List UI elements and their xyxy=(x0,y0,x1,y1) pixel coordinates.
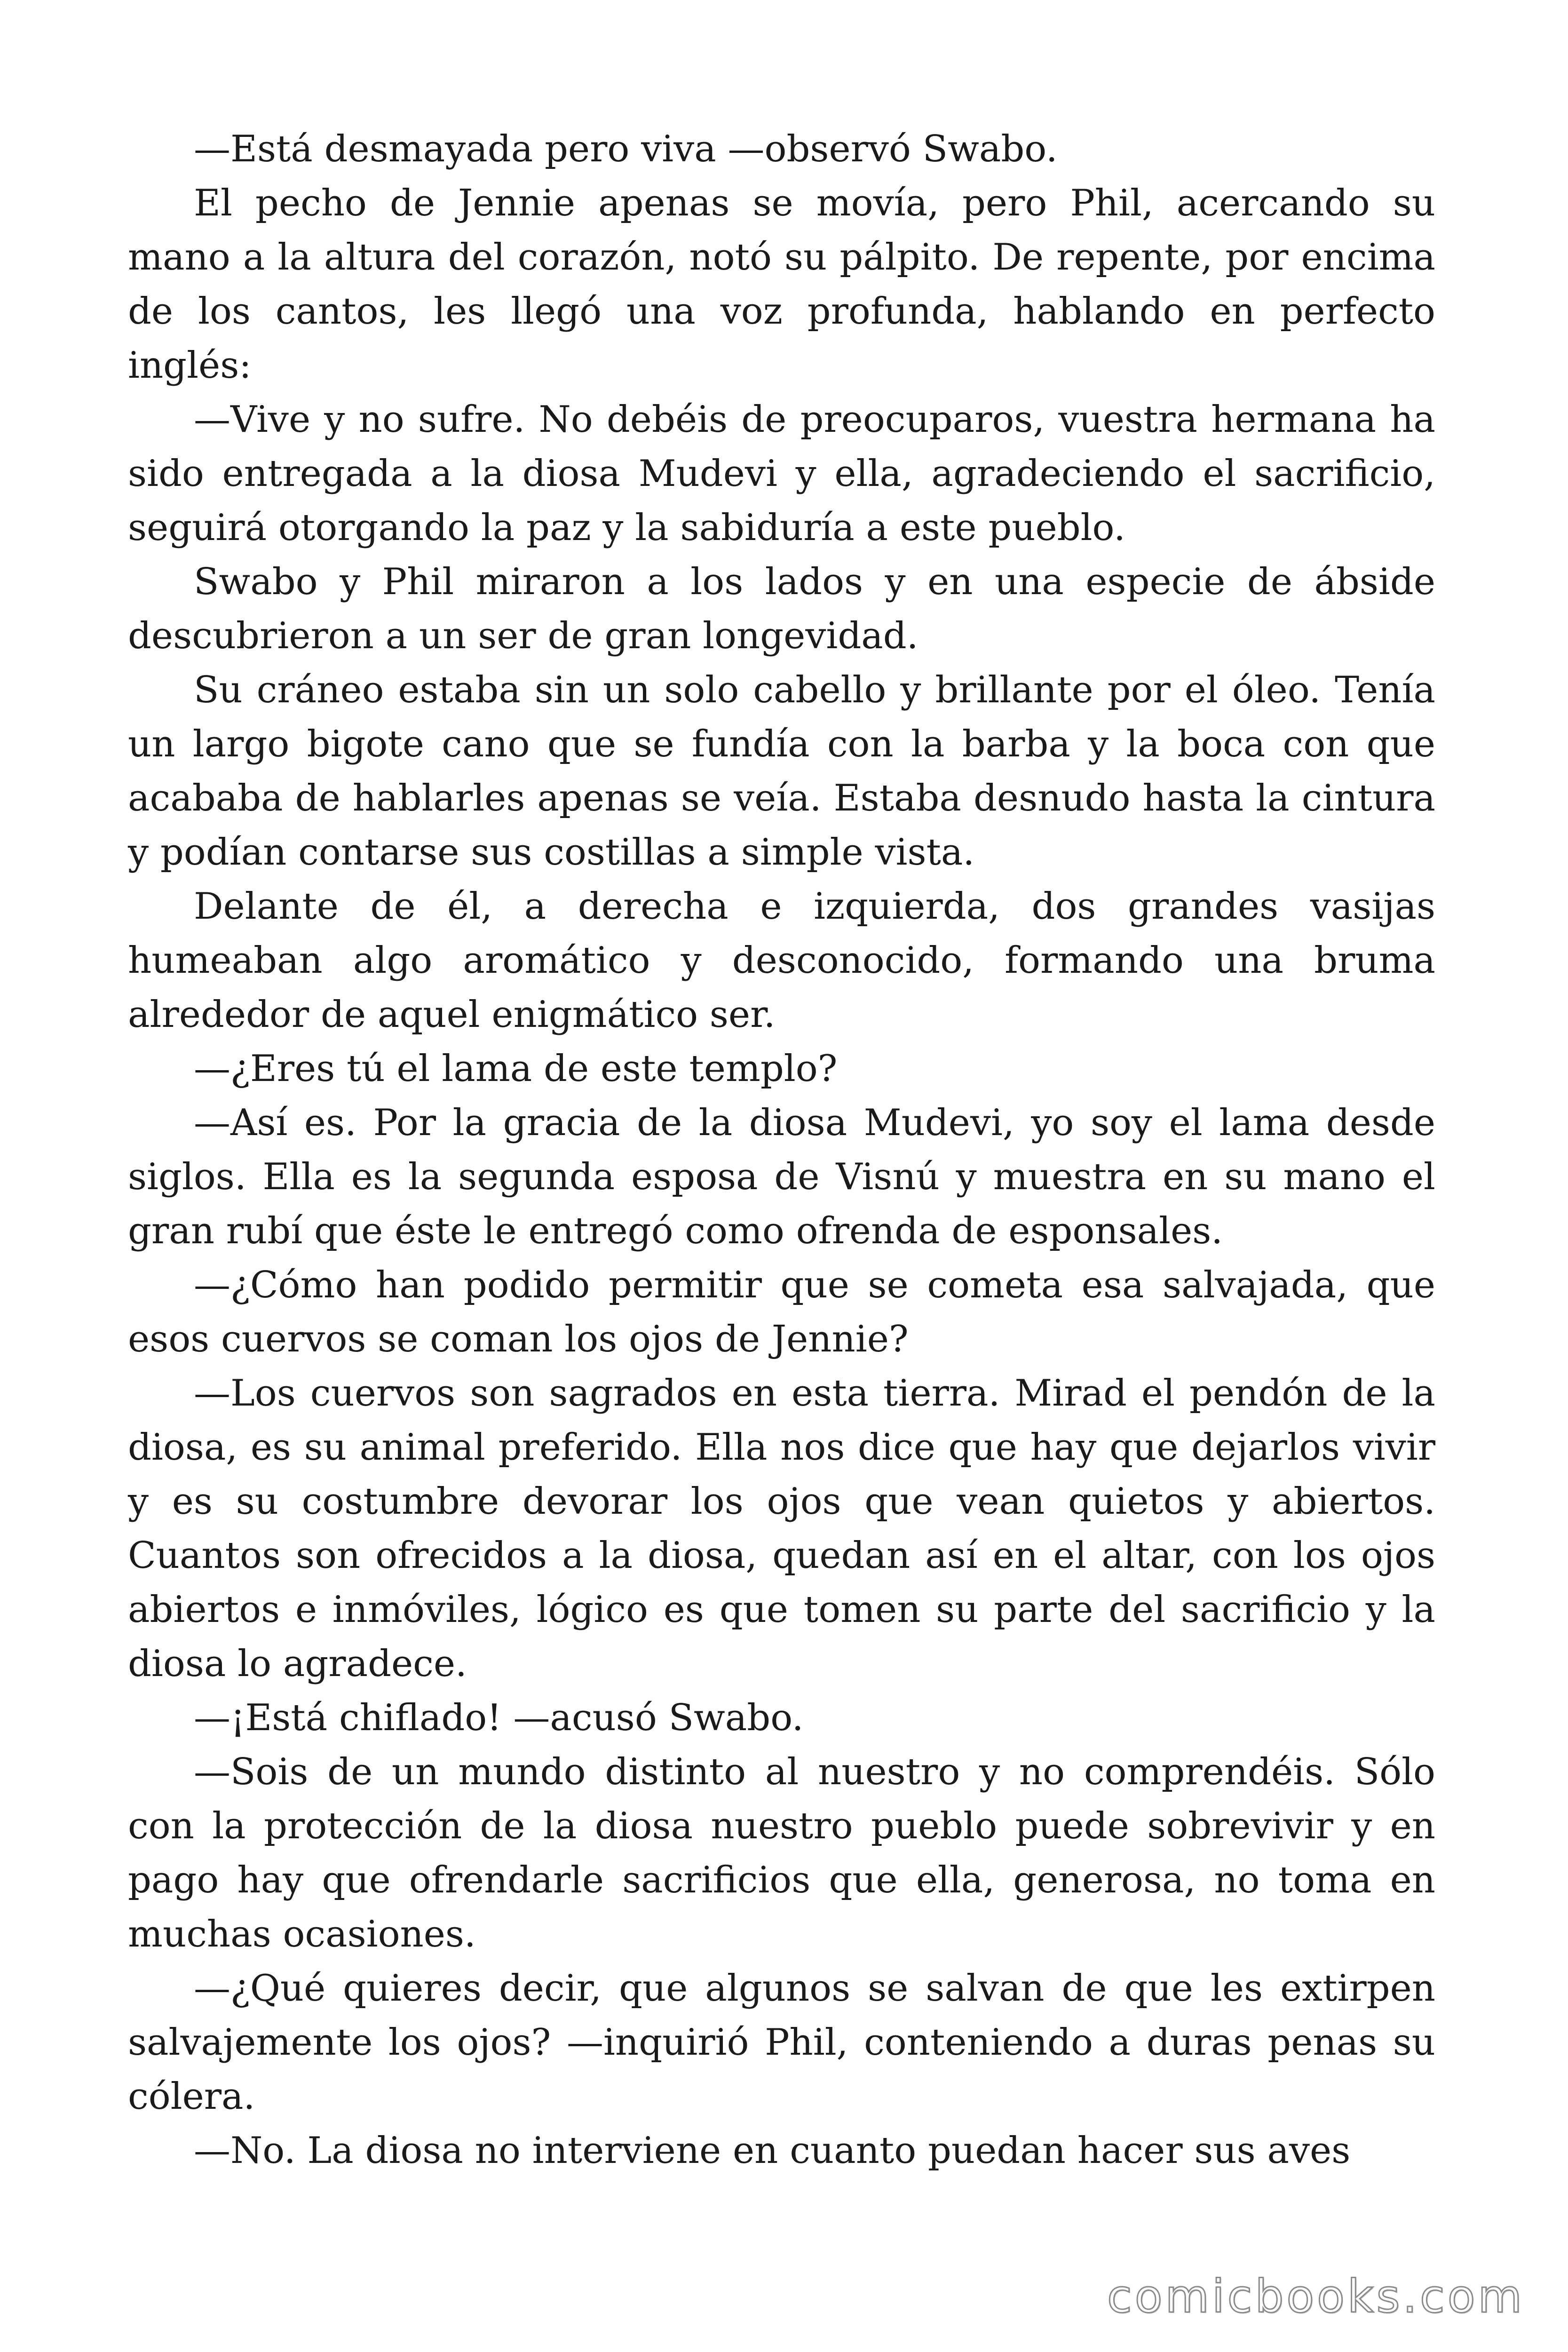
watermark-logo: comicbooks.com xyxy=(1107,2270,1525,2323)
paragraph-3: —Vive y no sufre. No debéis de preocuparos, vuestra hermana ha sido entregada a la diosa Mudevi y ella, agradeciendo el sacrificio, seguirá otorgando la paz y la sabiduría a este pueblo. xyxy=(128,398,1435,549)
paragraph-7: —¿Eres tú el lama de este templo? xyxy=(194,1048,838,1090)
paragraph-8: —Así es. Por la gracia de la diosa Mudevi, yo soy el lama desde siglos. Ella es la segunda esposa de Visnú y muestra en su mano el gran rubí que éste le entregó como ofrenda de esponsales. xyxy=(128,1102,1435,1252)
paragraph-10: —Los cuervos son sagrados en esta tierra. Mirad el pendón de la diosa, es su animal preferido. Ella nos dice que hay que dejarlos vivir y es su costumbre devorar los ojos que vean quietos y abiertos. Cuantos son ofrecidos a la diosa, quedan así en el altar, con los ojos abiertos e inmóviles, lógico es que tomen su parte del sacrificio y la diosa lo agradece. xyxy=(128,1372,1435,1685)
body-text xyxy=(128,122,1435,2178)
paragraph-5: Su cráneo estaba sin un solo cabello y brillante por el óleo. Tenía un largo bigote cano que se fundía con la barba y la boca con que acababa de hablarles apenas se veía. Estaba desnudo hasta la cintura y podían contarse sus costillas a simple vista. xyxy=(128,669,1435,874)
paragraph-13: —¿Qué quieres decir, que algunos se salvan de que les extirpen salvajemente los ojos? —inquirió Phil, conteniendo a duras penas su cólera. xyxy=(128,1967,1435,2118)
paragraph-2: El pecho de Jennie apenas se movía, pero Phil, acercando su mano a la altura del corazón, notó su pálpito. De repente, por encima de los cantos, les llegó una voz profunda, hablando en perfecto inglés: xyxy=(128,182,1435,387)
paragraph-14: —No. La diosa no interviene en cuanto puedan hacer sus aves xyxy=(194,2130,1351,2172)
paragraph-9: —¿Cómo han podido permitir que se cometa esa salvajada, que esos cuervos se coman los ojos de Jennie? xyxy=(128,1264,1435,1360)
paragraph-1: —Está desmayada pero viva —observó Swabo. xyxy=(194,128,1058,170)
paragraph-4: Swabo y Phil miraron a los lados y en una especie de ábside descubrieron a un ser de gran longevidad. xyxy=(128,561,1435,657)
paragraph-12: —Sois de un mundo distinto al nuestro y no comprendéis. Sólo con la protección de la diosa nuestro pueblo puede sobrevivir y en pago hay que ofrendarle sacrificios que ella, generosa, no toma en muchas ocasiones. xyxy=(128,1751,1435,1955)
paragraph-6: Delante de él, a derecha e izquierda, dos grandes vasijas humeaban algo aromático y desconocido, formando una bruma alrededor de aquel enigmático ser. xyxy=(128,885,1435,1036)
paragraph-11: —¡Está chiflado! —acusó Swabo. xyxy=(194,1697,804,1739)
